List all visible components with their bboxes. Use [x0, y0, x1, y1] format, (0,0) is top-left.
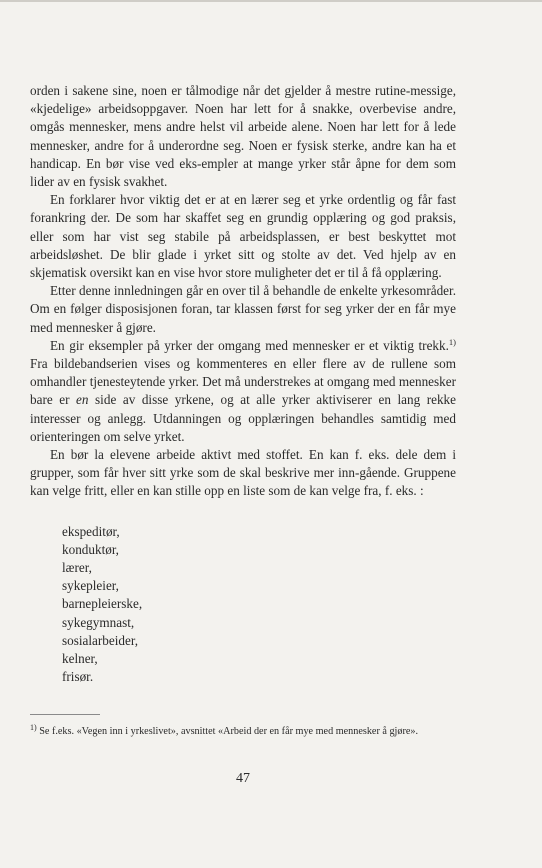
footnote-marker: 1): [30, 723, 37, 732]
paragraph-3: Etter denne innledningen går en over til å behandle de enkelte yrkesområder. Om en følger disposisjonen foran, tar klassen først for seg yrker der en får mye med mennesker å gjøre.: [30, 283, 456, 335]
list-item: kelner,: [62, 651, 98, 667]
footnote-text: Se f.eks. «Vegen inn i yrkeslivet», avsnittet «Arbeid der en får mye med mennesker å gjøre».: [36, 726, 419, 737]
page-body: [30, 82, 456, 687]
emphasis-word: en: [76, 392, 89, 408]
list-item: sykepleier,: [62, 578, 119, 594]
page-top-edge: [0, 0, 542, 2]
paragraph-4-text-b: Fra bildebandserien vises og kommenteres en eller flere av de rullene som omhandler tjenesteytende yrker. Det må understrekes at omgang med mennesker bare er: [30, 356, 456, 408]
paragraph-2: En forklarer hvor viktig det er at en lærer seg et yrke ordentlig og får fast forankring der. De som har skaffet seg en grundig opplæring og god praksis, eller som har vist seg stabile på arbeidsplassen, er best beskyttet mot arbeidsløshet. De blir glade i yrket sitt og stolte av det. Ved hjelp av en skjematisk oversikt kan en vise hvor store muligheter det er til å få opplæring.: [30, 192, 456, 281]
list-item: barnepleierske,: [62, 596, 143, 612]
footnote-reference: 1): [448, 336, 456, 347]
list-item: konduktør,: [62, 541, 119, 557]
list-item: frisør.: [62, 669, 94, 685]
paragraph-4: [30, 337, 456, 446]
page-number: 47: [236, 771, 250, 786]
paragraph-5: En bør la elevene arbeide aktivt med stoffet. En kan f. eks. dele dem i grupper, som får hver sitt yrke som de skal beskrive mer inn-gående. Gruppene kan velge fritt, eller en kan stille opp en liste som de kan velge fra, f. eks. :: [30, 447, 456, 499]
job-list: [62, 523, 456, 687]
list-item: sykegymnast,: [62, 614, 135, 630]
list-item: lærer,: [62, 560, 92, 576]
paragraph-4-text-c: side av disse yrkene, og at alle yrker aktiviserer en lang rekke interesser og anlegg. Utdanningen og opplæringen behandles samtidig med orienteringen om selve yrket.: [30, 392, 456, 444]
footnote: [30, 724, 456, 739]
paragraph-4-text-a: En gir eksempler på yrker der omgang med mennesker er et viktig trekk.: [50, 337, 449, 353]
footnote-divider: [30, 714, 100, 715]
list-item: sosialarbeider,: [62, 632, 139, 648]
paragraph-1: orden i sakene sine, noen er tålmodige når det gjelder å mestre rutine-messige, «kjedelige» arbeidsoppgaver. Noen har lett for å snakke, overbevise andre, omgås mennesker, mens andre helst vil arbeide alene. Noen har lett for å lede mennesker, andre for å underordne seg. Noen er fysisk sterke, andre kan ha et handicap. En bør vise ved eks-empler at mange yrker står åpne for dem som lider av en fysisk svakhet.: [30, 83, 456, 190]
list-item: ekspeditør,: [62, 523, 120, 539]
